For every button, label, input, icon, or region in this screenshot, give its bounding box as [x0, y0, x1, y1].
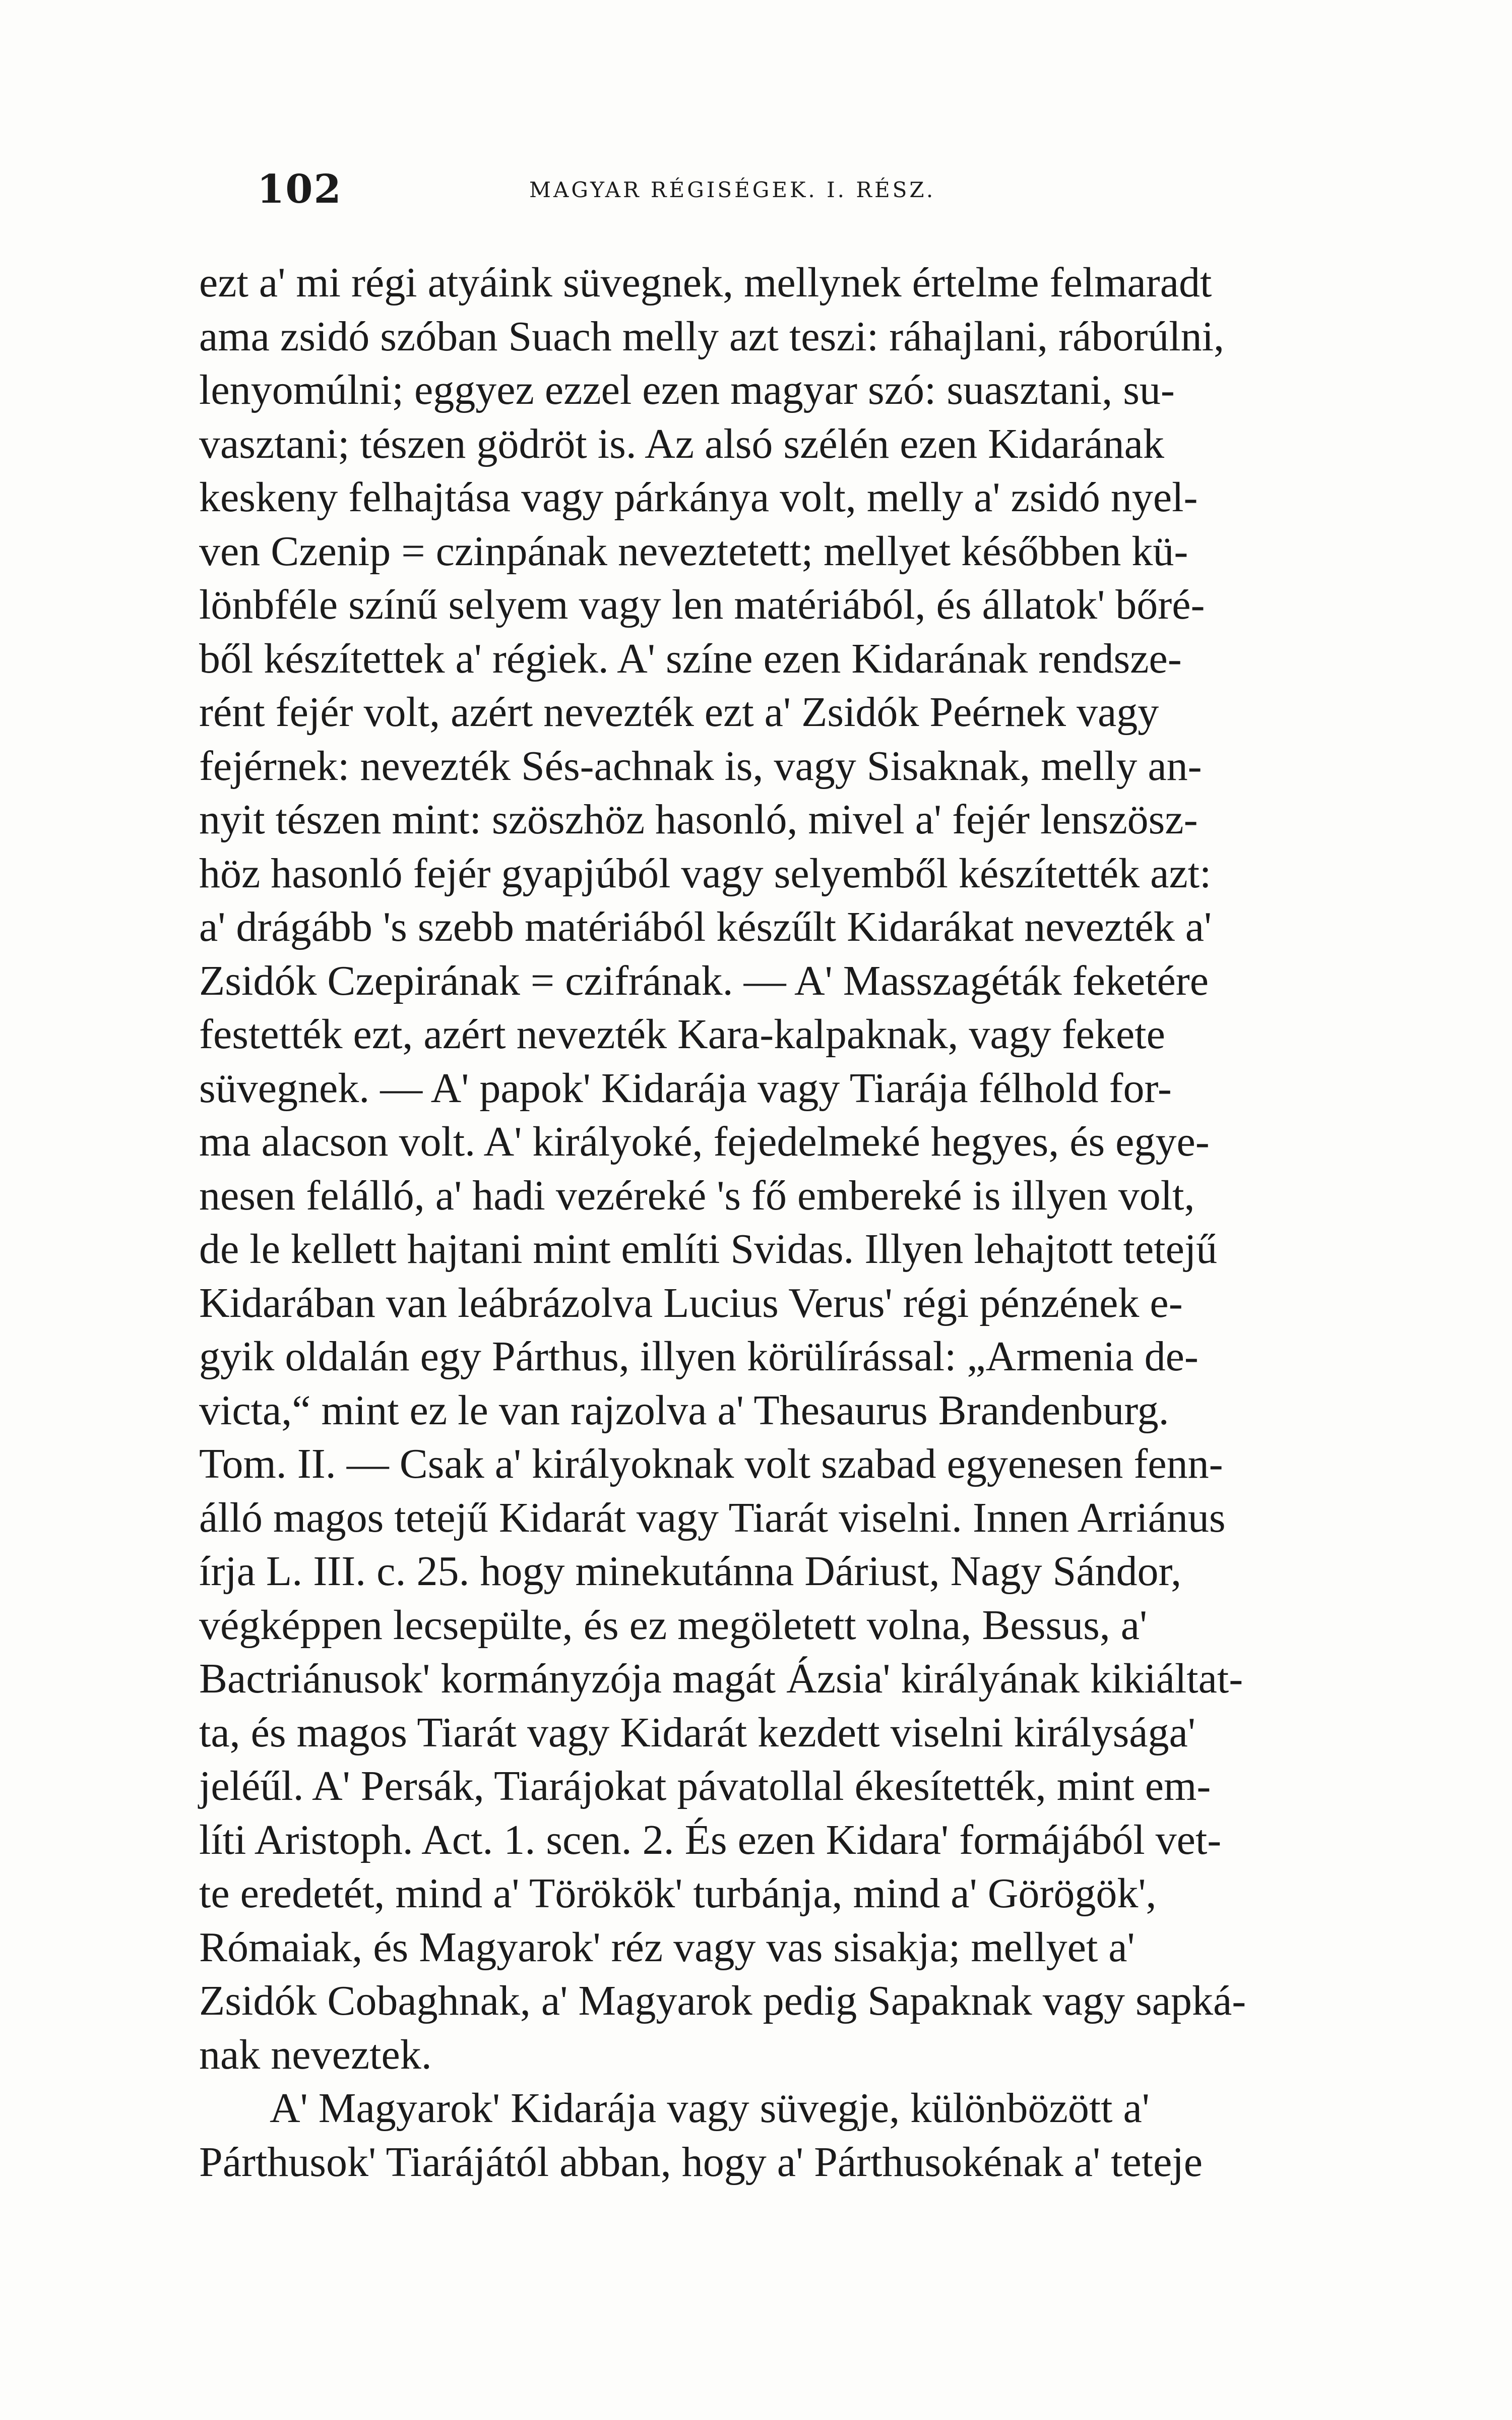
text-line: höz hasonló fejér gyapjúból vagy selyemből készítették azt: [199, 850, 1212, 897]
text-line: süvegnek. — A' papok' Kidarája vagy Tiarája félhold for- [199, 1064, 1172, 1112]
text-line: Rómaiak, és Magyarok' réz vagy vas sisakja; mellyet a' [199, 1923, 1135, 1971]
text-line: ven Czenip = czinpának neveztetett; mellyet későbben kü- [199, 527, 1188, 575]
running-title: MAGYAR RÉGISÉGEK. I. RÉSZ. [529, 177, 936, 202]
text-line: nyit tészen mint: szöszhöz hasonló, mivel a' fejér lenszösz- [199, 796, 1198, 843]
text-line: álló magos tetejű Kidarát vagy Tiarát viselni. Innen Arriánus [199, 1494, 1226, 1541]
text-line: a' drágább 's szebb matériából készűlt Kidarákat nevezték a' [199, 903, 1212, 950]
text-line: ből készítettek a' régiek. A' színe ezen Kidarának rendsze- [199, 635, 1182, 682]
text-line: Bactriánusok' kormányzója magát Ázsia' királyának kikiáltat- [199, 1655, 1243, 1702]
text-line: victa,“ mint ez le van rajzolva a' Thesaurus Brandenburg. [199, 1386, 1169, 1434]
text-line: festették ezt, azért nevezték Kara-kalpaknak, vagy fekete [199, 1011, 1165, 1058]
text-line: Zsidók Czepirának = czifrának. — A' Masszagéták feketére [199, 957, 1209, 1004]
text-line: nak neveztek. [199, 2031, 432, 2078]
running-head [257, 166, 1315, 222]
text-line: ta, és magos Tiarát vagy Kidarát kezdett viselni királysága' [199, 1709, 1195, 1756]
text-line: írja L. III. c. 25. hogy minekutánna Dáriust, Nagy Sándor, [199, 1548, 1182, 1595]
text-line: nesen felálló, a' hadi vezéreké 's fő embereké is illyen volt, [199, 1172, 1195, 1219]
text-line: ma alacson volt. A' királyoké, fejedelmeké hegyes, és egye- [199, 1118, 1210, 1165]
text-line: keskeny felhajtása vagy párkánya volt, melly a' zsidó nyel- [199, 474, 1198, 521]
text-line: líti Aristoph. Act. 1. scen. 2. És ezen Kidara' formájából vet- [199, 1816, 1222, 1863]
text-line: Párthusok' Tiarájától abban, hogy a' Párthusokénak a' teteje [199, 2138, 1203, 2186]
text-line: jeléűl. A' Persák, Tiarájokat pávatollal ékesítették, mint em- [199, 1763, 1211, 1809]
text-line: vasztani; tészen gödröt is. Az alsó szélén ezen Kidarának [199, 420, 1164, 467]
text-line: A' Magyarok' Kidarája vagy süvegje, különbözött a' [270, 2085, 1150, 2132]
text-line: fejérnek: nevezték Sés-achnak is, vagy Sisaknak, melly an- [199, 742, 1202, 790]
body-text [199, 256, 1348, 2189]
text-line: lönbféle színű selyem vagy len matériából, és állatok' bőré- [199, 581, 1205, 628]
text-line: végképpen lecsepülte, és ez megöletett volna, Bessus, a' [199, 1601, 1148, 1649]
text-line: gyik oldalán egy Párthus, illyen körülírással: „Armenia de- [199, 1333, 1199, 1380]
text-line: lenyomúlni; eggyez ezzel ezen magyar szó: suasztani, su- [199, 367, 1175, 413]
text-line: Zsidók Cobaghnak, a' Magyarok pedig Sapaknak vagy sapká- [199, 1977, 1246, 2024]
text-line: Tom. II. — Csak a' királyoknak volt szabad egyenesen fenn- [199, 1440, 1223, 1487]
text-line: ama zsidó szóban Suach melly azt teszi: ráhajlani, ráborúlni, [199, 313, 1224, 360]
text-line: te eredetét, mind a' Törökök' turbánja, mind a' Görögök', [199, 1870, 1157, 1917]
text-line: ezt a' mi régi atyáink süvegnek, mellynek értelme felmaradt [199, 259, 1212, 306]
text-line: de le kellett hajtani mint említi Svidas. Illyen lehajtott tetejű [199, 1226, 1218, 1273]
page-number: 102 [257, 166, 342, 212]
text-line: Kidarában van leábrázolva Lucius Verus' régi pénzének e- [199, 1279, 1183, 1326]
text-line: rént fejér volt, azért nevezték ezt a' Zsidók Peérnek vagy [199, 689, 1159, 736]
